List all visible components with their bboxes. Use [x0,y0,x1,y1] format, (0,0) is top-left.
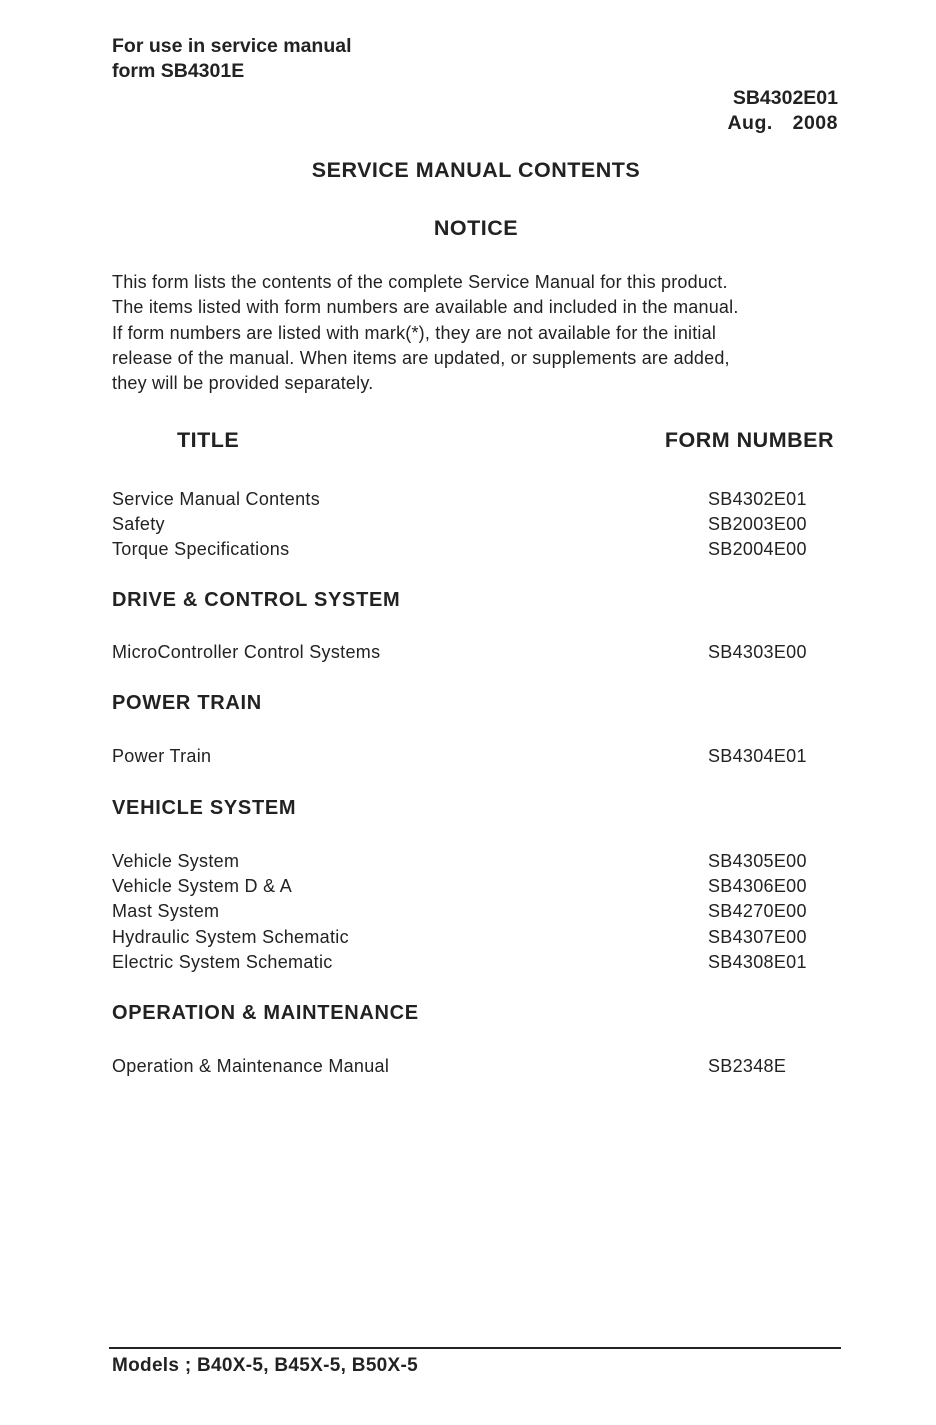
document-number: SB4302E01 [732,87,838,109]
contents-row [112,874,832,899]
section-heading-power-train: POWER TRAIN [112,692,262,714]
contents-title: MicroController Control Systems [112,642,381,662]
contents-form-number: SB4302E01 [708,489,807,509]
contents-row [112,849,832,874]
notice-line: If form numbers are listed with mark(*), they are not available for the initial [112,322,717,343]
column-header-form-number: FORM NUMBER [664,428,834,452]
form-reference-line-2: form SB4301E [112,60,245,82]
document-info [727,86,838,136]
contents-title: Vehicle System [112,851,240,871]
contents-form-number: SB4305E00 [708,851,807,871]
footer-models: Models ; B40X-5, B45X-5, B50X-5 [112,1355,419,1376]
contents-form-number: SB4303E00 [708,642,807,662]
footer-divider [109,1347,841,1349]
contents-title: Hydraulic System Schematic [112,927,349,947]
contents-row [112,487,832,512]
contents-title: Mast System [112,901,220,921]
contents-title: Service Manual Contents [112,489,321,509]
contents-row [112,512,832,537]
page-title: SERVICE MANUAL CONTENTS [311,158,641,182]
column-header-title: TITLE [177,428,240,452]
form-reference [112,34,352,84]
contents-form-number: SB2004E00 [708,539,807,559]
contents-form-number: SB2348E [708,1056,787,1076]
contents-title: Torque Specifications [112,539,290,559]
contents-title: Operation & Maintenance Manual [112,1056,390,1076]
section-heading-operation-maintenance: OPERATION & MAINTENANCE [112,1002,419,1024]
contents-title: Power Train [112,746,212,766]
notice-text [112,270,822,396]
contents-row [112,950,832,975]
contents-form-number: SB4306E00 [708,876,807,896]
contents-row [112,537,832,562]
contents-form-number: SB4304E01 [708,746,807,766]
contents-row [112,744,832,769]
contents-row [112,925,832,950]
notice-line: This form lists the contents of the complete Service Manual for this product. [112,272,728,292]
notice-line: release of the manual. When items are updated, or supplements are added, [112,347,730,368]
notice-heading: NOTICE [433,216,519,240]
contents-row [112,640,832,665]
contents-row [112,899,832,924]
contents-title: Electric System Schematic [112,952,333,972]
document-date: Aug. 2008 [727,112,838,134]
section-heading-drive-control: DRIVE & CONTROL SYSTEM [112,589,401,611]
contents-row [112,1054,832,1079]
contents-form-number: SB4308E01 [708,952,807,972]
contents-title: Safety [112,514,165,534]
contents-form-number: SB2003E00 [708,514,807,534]
notice-line: The items listed with form numbers are available and included in the manual. [112,297,739,318]
form-reference-line-1: For use in service manual [112,35,352,57]
notice-line: they will be provided separately. [112,373,374,394]
contents-form-number: SB4307E00 [708,927,807,947]
contents-title: Vehicle System D & A [112,876,293,896]
section-heading-vehicle-system: VEHICLE SYSTEM [112,797,297,819]
contents-form-number: SB4270E00 [708,901,807,921]
